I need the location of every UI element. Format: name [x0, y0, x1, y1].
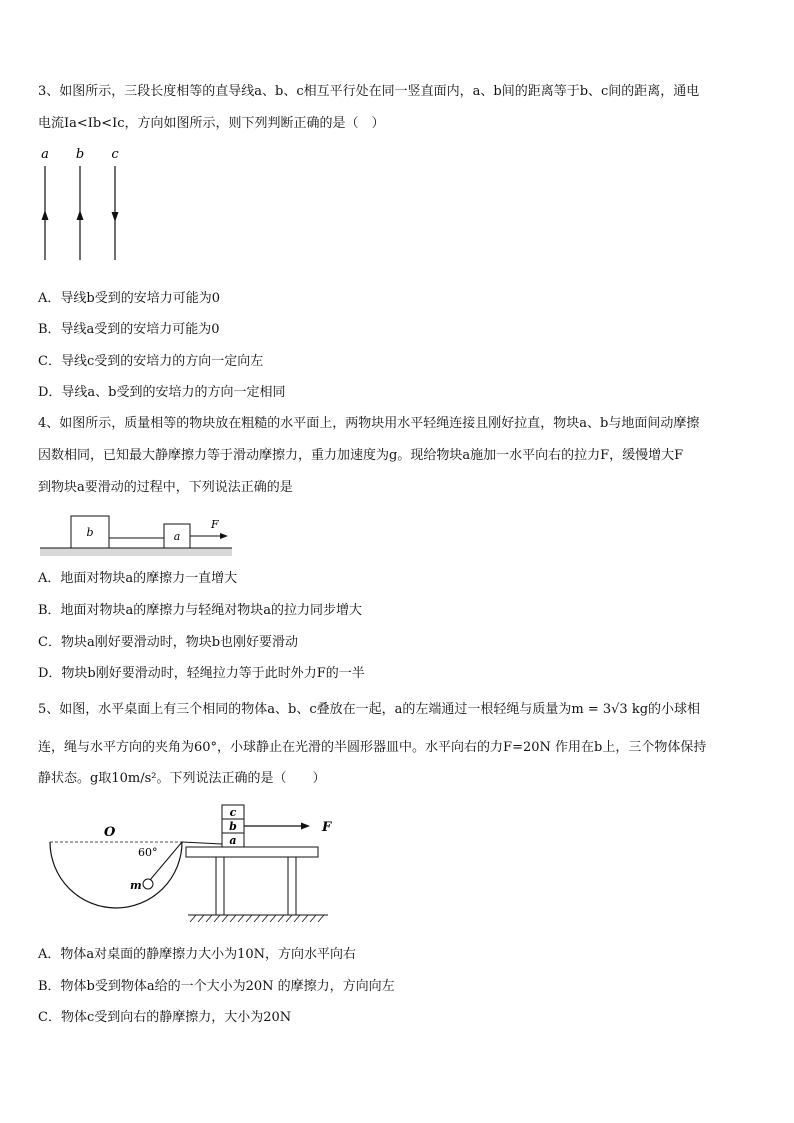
q3-option-c: C．导线c受到的安培力的方向一定向左 — [38, 354, 264, 369]
q3-stem-line1: 3、如图所示，三段长度相等的直导线a、b、c相互平行处在同一竖直面内，a、b间的距离等于b、c间的距离，通电 — [38, 84, 700, 99]
block-c-label: c — [229, 806, 237, 819]
wire-a-label: a — [41, 147, 49, 162]
q3-option-d: D．导线a、b受到的安培力的方向一定相同 — [38, 385, 286, 400]
ground — [40, 548, 232, 556]
floor-hatching — [190, 915, 324, 922]
ball-label: m — [130, 879, 142, 892]
wire-c-label: c — [111, 147, 119, 162]
block-a-label: a — [229, 834, 237, 847]
force-arrow-head — [220, 533, 228, 539]
bowl — [50, 842, 182, 908]
center-label: O — [104, 825, 116, 840]
q4-option-a: A．地面对物块a的摩擦力一直增大 — [38, 571, 238, 586]
force-arrow-head — [301, 823, 310, 830]
table-leg-right — [288, 857, 296, 915]
wire-b-label: b — [75, 147, 85, 162]
wire-c-down-arrow — [112, 212, 119, 222]
q3-stem-line2: 电流Ia<Ib<Ic，方向如图所示，则下列判断正确的是（ ） — [38, 116, 385, 131]
q5-option-a: A．物体a对桌面的静摩擦力大小为10N，方向水平向右 — [38, 947, 357, 962]
q3-wires-figure — [30, 142, 140, 264]
force-label: F — [322, 820, 332, 835]
q3-option-b: B．导线a受到的安培力可能为0 — [38, 322, 220, 337]
block-b-label: b — [229, 820, 237, 833]
table-leg-left — [216, 857, 224, 915]
q4-stem-line2: 因数相同，已知最大静摩擦力等于滑动摩擦力，重力加速度为g。现给物块a施加一水平向右的拉力F，缓慢增大F — [38, 448, 684, 463]
stack-rope — [182, 842, 222, 844]
q5-stem-line2: 连，绳与水平方向的夹角为60°，小球静止在光滑的半圆形器皿中。水平向右的力F=20N 作用在b上，三个物体保持 — [38, 740, 707, 755]
q5-stem-line3: 静状态。g取10m/s²。下列说法正确的是（ ） — [38, 771, 326, 786]
q4-option-c: C．物块a刚好要滑动时，物块b也刚好要滑动 — [38, 635, 299, 650]
angle-label: 60° — [138, 846, 158, 859]
q5-stem-line1: 5、如图，水平桌面上有三个相同的物体a、b、c叠放在一起，a的左端通过一根轻绳与质量为m = 3√3 kg的小球相 — [38, 702, 701, 717]
table-top — [186, 847, 318, 857]
wire-a-up-arrow — [42, 210, 49, 220]
q4-stem-line3: 到物块a要滑动的过程中，下列说法正确的是 — [38, 480, 293, 495]
ball — [143, 879, 153, 889]
q3-option-a: A．导线b受到的安培力可能为0 — [38, 291, 220, 306]
q4-blocks-figure — [38, 508, 238, 560]
q4-stem-line1: 4、如图所示，质量相等的物块放在粗糙的水平面上，两物块用水平轻绳连接且刚好拉直，物块a、b与地面间动摩擦 — [38, 416, 700, 431]
block-b-label: b — [86, 526, 94, 539]
q5-option-c: C．物体c受到向右的静摩擦力，大小为20N — [38, 1010, 292, 1025]
wire-b-up-arrow — [77, 210, 84, 220]
force-label: F — [211, 518, 219, 531]
q4-option-d: D．物块b刚好要滑动时，轻绳拉力等于此时外力F的一半 — [38, 666, 365, 681]
q5-option-b: B．物体b受到物体a给的一个大小为20N 的摩擦力，方向向左 — [38, 979, 395, 994]
block-a-label: a — [173, 530, 181, 543]
q4-option-b: B．地面对物块a的摩擦力与轻绳对物块a的拉力同步增大 — [38, 603, 363, 618]
q5-apparatus-figure — [38, 800, 343, 930]
